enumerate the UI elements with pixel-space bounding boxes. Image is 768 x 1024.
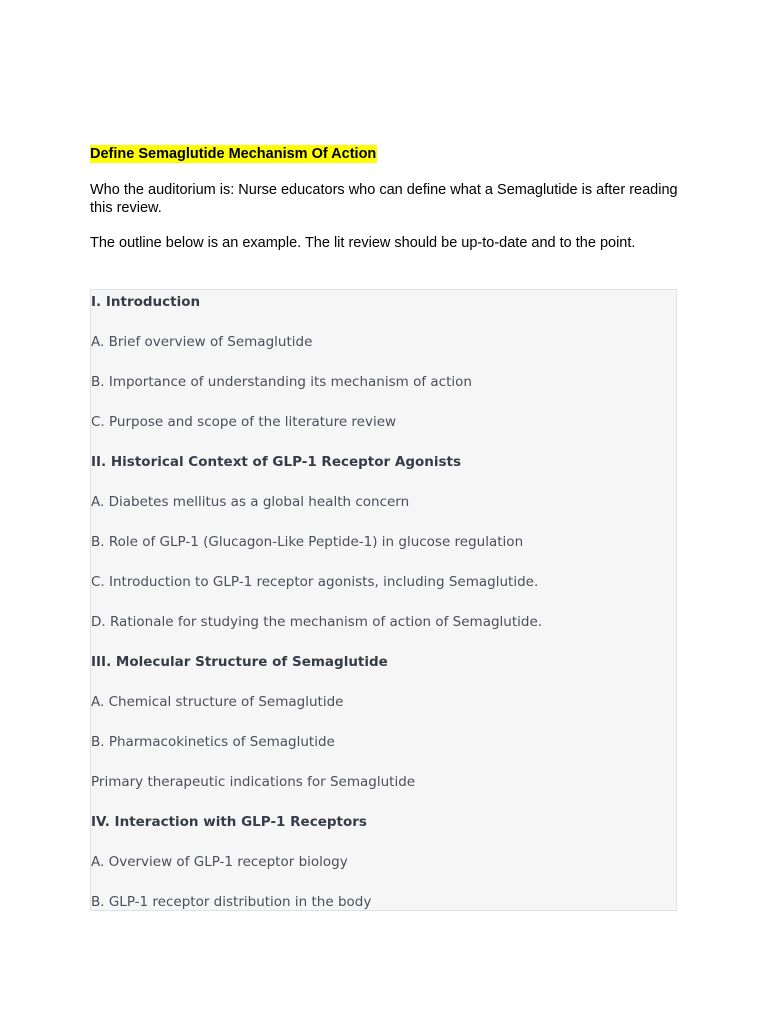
outline-item: A. Brief overview of Semaglutide bbox=[91, 334, 313, 350]
outline-item: B. GLP-1 receptor distribution in the body bbox=[91, 894, 372, 910]
outline-heading: III. Molecular Structure of Semaglutide bbox=[91, 654, 388, 670]
outline-heading: I. Introduction bbox=[91, 294, 201, 310]
outline-box bbox=[90, 289, 677, 911]
audience-paragraph: Who the auditorium is: Nurse educators who can define what a Semaglutide is after reading this review. bbox=[90, 182, 678, 216]
outline-item: D. Rationale for studying the mechanism of action of Semaglutide. bbox=[91, 614, 543, 630]
outline-item: C. Purpose and scope of the literature review bbox=[91, 414, 397, 430]
outline-heading: IV. Interaction with GLP-1 Receptors bbox=[91, 814, 367, 830]
outline-item: A. Overview of GLP-1 receptor biology bbox=[91, 854, 348, 870]
outline-item: C. Introduction to GLP-1 receptor agonists, including Semaglutide. bbox=[91, 574, 539, 590]
outline-item: B. Importance of understanding its mechanism of action bbox=[91, 374, 472, 390]
outline-heading: II. Historical Context of GLP-1 Receptor Agonists bbox=[91, 454, 462, 470]
outline-note-paragraph: The outline below is an example. The lit review should be up-to-date and to the point. bbox=[90, 235, 636, 251]
outline-item: Primary therapeutic indications for Semaglutide bbox=[91, 774, 416, 790]
outline-item: A. Diabetes mellitus as a global health concern bbox=[91, 494, 410, 510]
outline-item: A. Chemical structure of Semaglutide bbox=[91, 694, 344, 710]
document-title: Define Semaglutide Mechanism Of Action bbox=[90, 146, 377, 162]
outline-item: B. Role of GLP-1 (Glucagon-Like Peptide-1) in glucose regulation bbox=[91, 534, 524, 550]
outline-item: B. Pharmacokinetics of Semaglutide bbox=[91, 734, 335, 750]
